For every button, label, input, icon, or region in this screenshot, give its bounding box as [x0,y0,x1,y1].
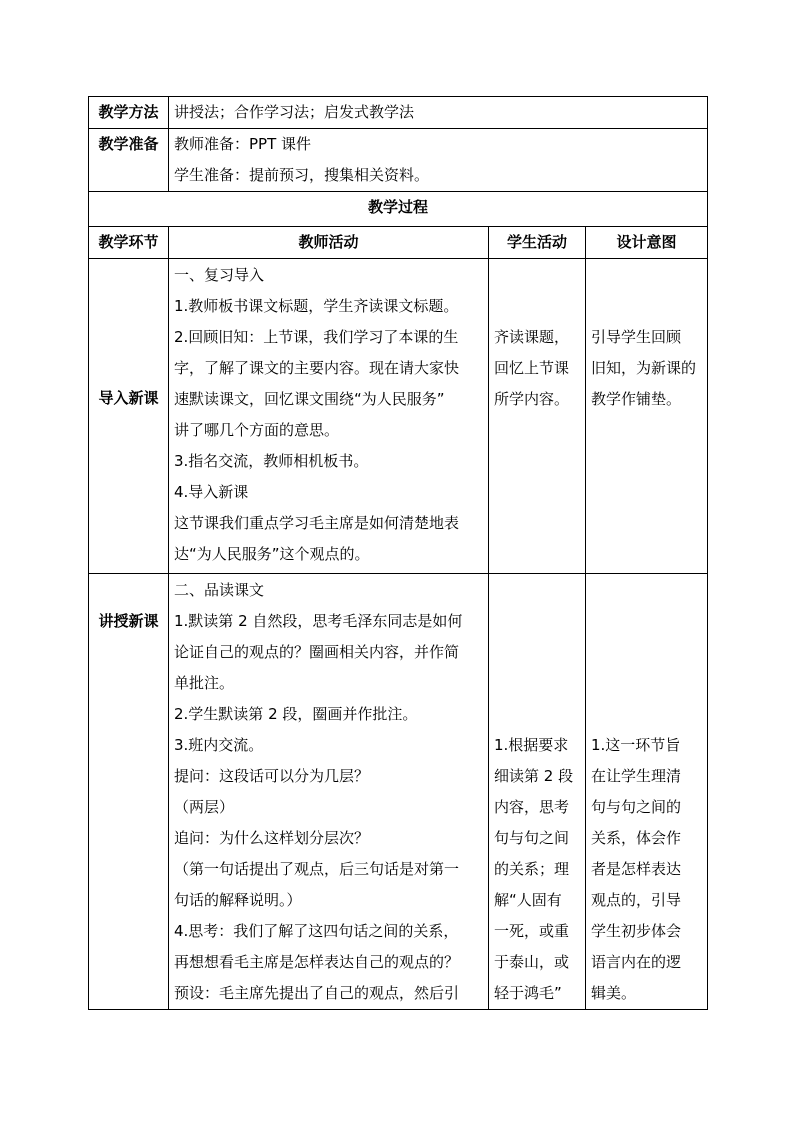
table-row [89,259,708,574]
teacher-line: 1.教师板书课文标题，学生齐读课文标题。 [174,297,459,315]
intent-line: 教学作铺垫。 [591,390,682,408]
process-title-row [89,192,708,227]
student-activity [489,259,586,574]
student-line: 齐读课题， [494,328,570,346]
table-row [89,574,708,1010]
teacher-line: 达“为人民服务”这个观点的。 [174,545,370,563]
intent-line: 语言内在的逻 [591,953,682,971]
student-line: 于泰山，或 [494,953,570,971]
teacher-line: 论证自己的观点的？圈画相关内容，并作简 [174,643,460,661]
student-line: 细读第 2 段 [494,767,574,785]
teacher-activity [169,574,489,1010]
column-header: 教学环节 [89,227,169,259]
teacher-line: 1.默读第 2 自然段，思考毛泽东同志是如何 [174,612,463,630]
intent-line: 学生初步体会 [591,922,682,940]
intent-line: 辑美。 [591,984,637,1002]
teacher-line: 速默读课文，回忆课文围绕“为人民服务” [174,390,445,408]
student-activity [489,574,586,1010]
teacher-line: 2.回顾旧知：上节课，我们学习了本课的生 [174,328,459,346]
column-header-row [89,227,708,259]
teacher-line: 4.导入新课 [174,483,249,501]
method-value: 讲授法；合作学习法；启发式教学法 [169,97,708,129]
student-line: 解“人固有 [494,891,562,909]
teacher-line: 4.思考：我们了解了这四句话之间的关系， [174,922,459,940]
student-line: 句与句之间 [494,829,570,847]
teacher-line: 提问：这段话可以分为几层？ [174,767,370,785]
student-line: 一死，或重 [494,922,570,940]
preparation-value [169,129,708,192]
intent-line: 旧知，为新课的 [591,359,697,377]
teacher-line: 追问：为什么这样划分层次？ [174,829,370,847]
teacher-line: （第一句话提出了观点，后三句话是对第一 [174,860,460,878]
teacher-line: 3.班内交流。 [174,736,264,754]
intent-line: 者是怎样表达 [591,860,682,878]
teacher-line: 讲了哪几个方面的意思。 [174,421,340,439]
teacher-line: 预设：毛主席先提出了自己的观点，然后引 [174,984,460,1002]
teacher-line: 2.学生默读第 2 段，圈画并作批注。 [174,705,418,723]
design-intent [586,574,708,1010]
teacher-line: 一、复习导入 [174,266,265,284]
intent-line: 1.这一环节旨 [591,736,681,754]
teacher-line: 再想想看毛主席是怎样表达自己的观点的？ [174,953,460,971]
teacher-line: （两层） [174,798,235,816]
intent-line: 引导学生回顾 [591,328,682,346]
method-label: 教学方法 [89,97,169,129]
intent-line: 观点的，引导 [591,891,682,909]
student-line: 1.根据要求 [494,736,569,754]
column-header: 教师活动 [169,227,489,259]
process-title: 教学过程 [89,192,708,227]
preparation-line: 学生准备：提前预习，搜集相关资料。 [174,166,430,184]
design-intent [586,259,708,574]
lesson-plan-table [88,96,708,1010]
teacher-line: 句话的解释说明。） [174,891,302,909]
teacher-line: 二、品读课文 [174,581,265,599]
preparation-row [89,129,708,192]
intent-line: 句与句之间的 [591,798,682,816]
column-header: 设计意图 [586,227,708,259]
student-line: 所学内容。 [494,390,570,408]
student-line: 回忆上节课 [494,359,570,377]
stage-label: 导入新课 [89,259,169,574]
student-line: 轻于鸿毛” [494,984,562,1002]
preparation-line: 教师准备：PPT 课件 [174,135,312,153]
column-header: 学生活动 [489,227,586,259]
teacher-line: 3.指名交流，教师相机板书。 [174,452,369,470]
preparation-label: 教学准备 [89,129,169,192]
teacher-activity [169,259,489,574]
student-line: 的关系；理 [494,860,570,878]
intent-line: 在让学生理清 [591,767,682,785]
method-row [89,97,708,129]
student-line: 内容，思考 [494,798,570,816]
teacher-line: 这节课我们重点学习毛主席是如何清楚地表 [174,514,460,532]
stage-label: 讲授新课 [89,574,169,1010]
teacher-line: 单批注。 [174,674,235,692]
teacher-line: 字，了解了课文的主要内容。现在请大家快 [174,359,460,377]
intent-line: 关系，体会作 [591,829,682,847]
